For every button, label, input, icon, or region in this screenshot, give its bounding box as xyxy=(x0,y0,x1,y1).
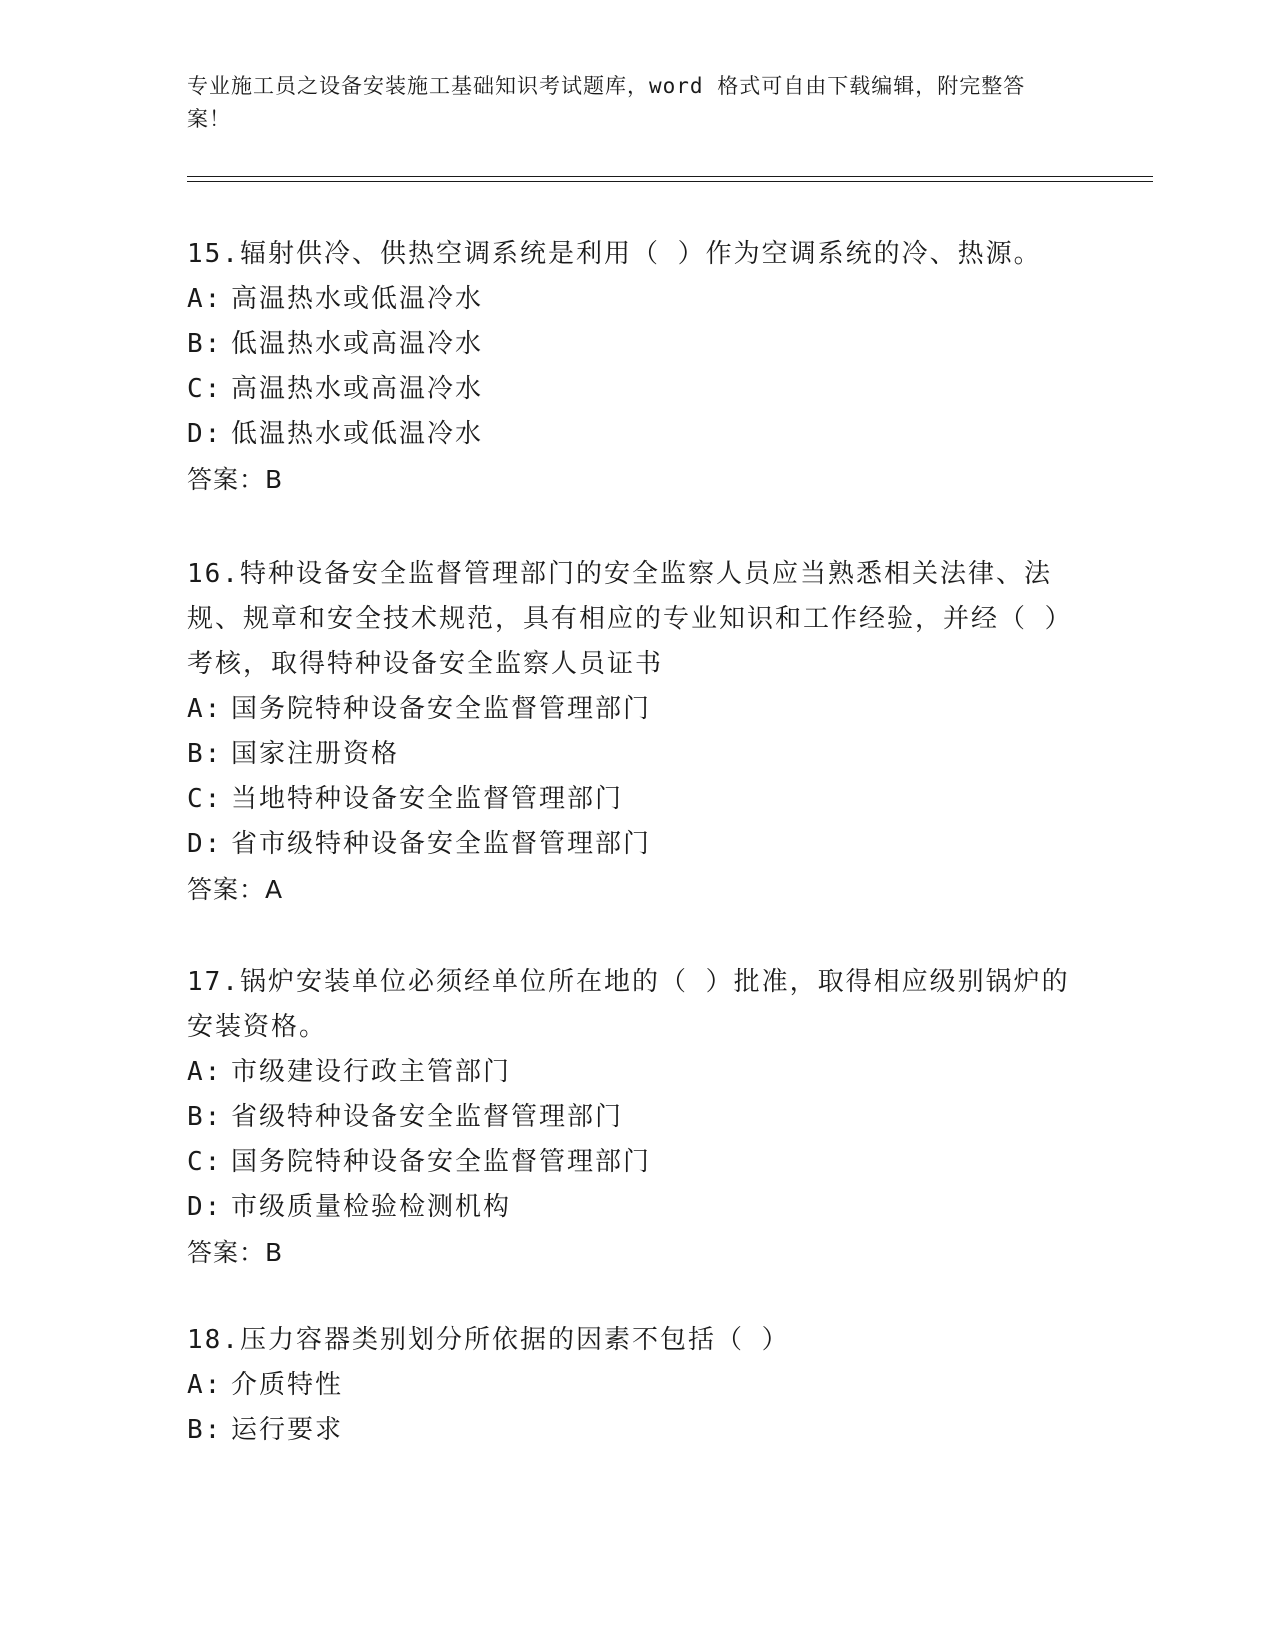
question-text: 15.辐射供冷、供热空调系统是利用（ ）作为空调系统的冷、热源。 xyxy=(187,239,1042,269)
option-text: 当地特种设备安全监督管理部门 xyxy=(231,784,624,814)
option-b xyxy=(187,732,1087,777)
option-text: 介质特性 xyxy=(231,1370,344,1400)
option-text: 高温热水或低温冷水 xyxy=(231,284,484,314)
option-text: 国务院特种设备安全监督管理部门 xyxy=(231,1147,652,1177)
option-letter: A: xyxy=(187,284,223,314)
option-text: 高温热水或高温冷水 xyxy=(231,374,484,404)
option-text: 省级特种设备安全监督管理部门 xyxy=(231,1102,624,1132)
option-letter: C: xyxy=(187,784,223,814)
question-18 xyxy=(187,1318,1087,1453)
option-b xyxy=(187,1095,1087,1140)
option-letter: A: xyxy=(187,1370,223,1400)
header-divider-bottom xyxy=(187,181,1153,182)
option-d xyxy=(187,1185,1087,1230)
option-c xyxy=(187,367,1087,412)
question-text: 18.压力容器类别划分所依据的因素不包括（ ） xyxy=(187,1325,790,1355)
option-d xyxy=(187,412,1087,457)
option-letter: D: xyxy=(187,1192,223,1222)
option-text: 低温热水或低温冷水 xyxy=(231,419,484,449)
option-a xyxy=(187,277,1087,322)
option-text: 市级建设行政主管部门 xyxy=(231,1057,512,1087)
option-c xyxy=(187,777,1087,822)
header-divider-top xyxy=(187,176,1153,177)
option-b xyxy=(187,322,1087,367)
option-text: 低温热水或高温冷水 xyxy=(231,329,484,359)
option-c xyxy=(187,1140,1087,1185)
option-a xyxy=(187,1050,1087,1095)
question-15 xyxy=(187,232,1087,502)
option-letter: C: xyxy=(187,374,223,404)
option-letter: B: xyxy=(187,739,223,769)
option-a xyxy=(187,687,1087,732)
option-letter: D: xyxy=(187,419,223,449)
answer-label: 答案：B xyxy=(187,1238,284,1267)
question-16 xyxy=(187,552,1087,912)
document-header: 专业施工员之设备安装施工基础知识考试题库，word 格式可自由下载编辑，附完整答案！ xyxy=(187,74,1026,131)
option-letter: A: xyxy=(187,694,223,724)
option-letter: A: xyxy=(187,1057,223,1087)
option-a xyxy=(187,1363,1087,1408)
option-letter: B: xyxy=(187,329,223,359)
option-text: 国务院特种设备安全监督管理部门 xyxy=(231,694,652,724)
answer-label: 答案：A xyxy=(187,875,284,904)
question-17 xyxy=(187,960,1087,1275)
answer-label: 答案：B xyxy=(187,465,284,494)
option-text: 市级质量检验检测机构 xyxy=(231,1192,512,1222)
option-text: 省市级特种设备安全监督管理部门 xyxy=(231,829,652,859)
option-b xyxy=(187,1408,1087,1453)
option-text: 运行要求 xyxy=(231,1415,344,1445)
option-letter: D: xyxy=(187,829,223,859)
option-letter: C: xyxy=(187,1147,223,1177)
option-letter: B: xyxy=(187,1102,223,1132)
question-text: 17.锅炉安装单位必须经单位所在地的（ ）批准，取得相应级别锅炉的安装资格。 xyxy=(187,967,1070,1042)
option-letter: B: xyxy=(187,1415,223,1445)
question-text: 16.特种设备安全监督管理部门的安全监察人员应当熟悉相关法律、法规、规章和安全技术规范，具有相应的专业知识和工作经验，并经（ ）考核，取得特种设备安全监察人员证书 xyxy=(187,559,1073,679)
option-d xyxy=(187,822,1087,867)
option-text: 国家注册资格 xyxy=(231,739,400,769)
